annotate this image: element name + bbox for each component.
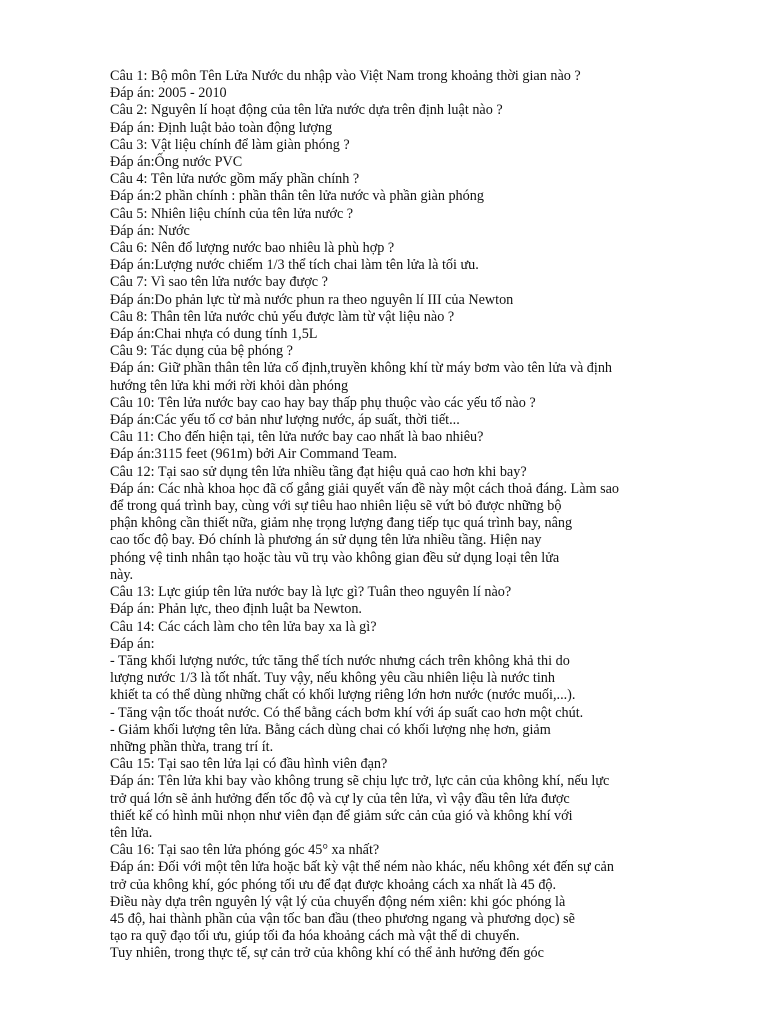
text-line: Câu 3: Vật liệu chính để làm giàn phóng ? <box>110 136 350 153</box>
text-line: những phần thừa, trang trí ít. <box>110 738 274 755</box>
text-line: Đáp án: Phản lực, theo định luật ba Newton. <box>110 601 362 618</box>
text-line: Câu 12: Tại sao sử dụng tên lửa nhiều tầng đạt hiệu quả cao hơn khi bay? <box>110 463 527 480</box>
text-line: Câu 11: Cho đến hiện tại, tên lửa nước bay cao nhất là bao nhiêu? <box>110 429 484 446</box>
text-line: - Tăng vận tốc thoát nước. Có thể bằng cách bơm khí với áp suất cao hơn một chút. <box>110 704 584 721</box>
text-line: Câu 13: Lực giúp tên lửa nước bay là lực gì? Tuân theo nguyên lí nào? <box>110 584 512 601</box>
text-line: tên lửa. <box>110 824 153 841</box>
text-line: để trong quá trình bay, cùng với sự tiêu hao nhiên liệu sẽ vứt bỏ được những bộ <box>110 498 562 515</box>
text-line: Câu 15: Tại sao tên lửa lại có đầu hình viên đạn? <box>110 756 388 773</box>
text-line: lượng nước 1/3 là tốt nhất. Tuy vậy, nếu không yêu cầu nhiên liệu là nước tinh <box>110 670 555 687</box>
text-line: phận không cần thiết nữa, giảm nhẹ trọng lượng đang tiếp tục quá trình bay, nâng <box>110 515 573 532</box>
text-line: Câu 8: Thân tên lửa nước chủ yếu được làm từ vật liệu nào ? <box>110 308 455 325</box>
text-line: Câu 6: Nên đổ lượng nước bao nhiêu là phù hợp ? <box>110 240 395 257</box>
text-line: Câu 5: Nhiên liệu chính của tên lửa nước ? <box>110 205 354 222</box>
text-line: Đáp án:Do phản lực từ mà nước phun ra theo nguyên lí III của Newton <box>110 291 514 308</box>
document-page <box>110 68 750 963</box>
text-line: Đáp án: Tên lửa khi bay vào không trung sẽ chịu lực trở, lực cản của không khí, nếu lực <box>110 773 610 790</box>
text-line: Đáp án: <box>110 635 155 652</box>
text-line: này. <box>110 566 134 583</box>
text-line: Đáp án: 2005 - 2010 <box>110 85 227 102</box>
text-line: trở quá lớn sẽ ảnh hưởng đến tốc độ và cự ly của tên lửa, vì vậy đầu tên lửa được <box>110 790 570 807</box>
text-line: Đáp án: Các nhà khoa học đã cố gắng giải quyết vấn đề này một cách thoả đáng. Làm sao <box>110 480 619 497</box>
text-line: - Giảm khối lượng tên lửa. Bằng cách dùng chai có khối lượng nhẹ hơn, giảm <box>110 721 551 738</box>
text-line: - Tăng khối lượng nước, tức tăng thể tích nước nhưng cách trên không khả thi do <box>110 652 570 669</box>
text-line: Điều này dựa trên nguyên lý vật lý của chuyển động ném xiên: khi góc phóng là <box>110 893 566 910</box>
text-line: trở của không khí, góc phóng tối ưu để đạt được khoảng cách xa nhất là 45 độ. <box>110 876 557 893</box>
text-line: tạo ra quỹ đạo tối ưu, giúp tối đa hóa khoảng cách mà vật thể di chuyển. <box>110 928 520 945</box>
text-line: Đáp án:Chai nhựa có dung tính 1,5L <box>110 326 318 343</box>
text-line: khiết ta có thể dùng những chất có khối lượng riêng lớn hơn nước (nước muối,...). <box>110 687 576 704</box>
text-line: Đáp án: Đối với một tên lửa hoặc bất kỳ vật thể ném nào khác, nếu không xét đến sự cản <box>110 859 614 876</box>
text-line: Câu 2: Nguyên lí hoạt động của tên lửa nước dựa trên định luật nào ? <box>110 102 503 119</box>
text-line: Câu 1: Bộ môn Tên Lửa Nước du nhập vào Việt Nam trong khoảng thời gian nào ? <box>110 68 581 84</box>
text-line: Đáp án: Định luật bảo toàn động lượng <box>110 119 333 136</box>
text-line: 45 độ, hai thành phần của vận tốc ban đầu (theo phương ngang và phương dọc) sẽ <box>110 910 575 927</box>
text-line: Đáp án:Ống nước PVC <box>110 154 243 171</box>
text-line: thiết kế có hình mũi nhọn như viên đạn để giảm sức cản của gió và không khí với <box>110 807 573 824</box>
text-line: Câu 14: Các cách làm cho tên lửa bay xa là gì? <box>110 618 377 635</box>
text-line: Đáp án:2 phần chính : phần thân tên lửa nước và phần giàn phóng <box>110 188 484 205</box>
text-line: phóng vệ tinh nhân tạo hoặc tàu vũ trụ vào không gian đều sử dụng loại tên lửa <box>110 549 560 566</box>
text-line: Câu 9: Tác dụng của bệ phóng ? <box>110 343 293 360</box>
text-line: Tuy nhiên, trong thực tế, sự cản trở của không khí có thể ảnh hưởng đến góc <box>110 945 544 962</box>
text-line: hướng tên lửa khi mới rời khỏi dàn phóng <box>110 377 349 394</box>
text-line: Đáp án: Nước <box>110 222 190 239</box>
text-line: Đáp án:3115 feet (961m) bởi Air Command Team. <box>110 446 398 463</box>
text-line: Đáp án:Lượng nước chiếm 1/3 thể tích chai làm tên lửa là tối ưu. <box>110 257 479 274</box>
text-line: Câu 7: Vì sao tên lửa nước bay được ? <box>110 274 328 291</box>
text-line: cao tốc độ bay. Đó chính là phương án sử dụng tên lửa nhiều tầng. Hiện nay <box>110 532 542 549</box>
text-line: Câu 16: Tại sao tên lửa phóng góc 45° xa nhất? <box>110 842 380 859</box>
text-line: Đáp án:Các yếu tố cơ bản như lượng nước, áp suất, thời tiết... <box>110 412 460 429</box>
text-line: Câu 10: Tên lửa nước bay cao hay bay thấp phụ thuộc vào các yếu tố nào ? <box>110 394 536 411</box>
text-line: Câu 4: Tên lửa nước gồm mấy phần chính ? <box>110 171 360 188</box>
text-line: Đáp án: Giữ phần thân tên lửa cố định,truyền không khí từ máy bơm vào tên lửa và định <box>110 360 613 377</box>
